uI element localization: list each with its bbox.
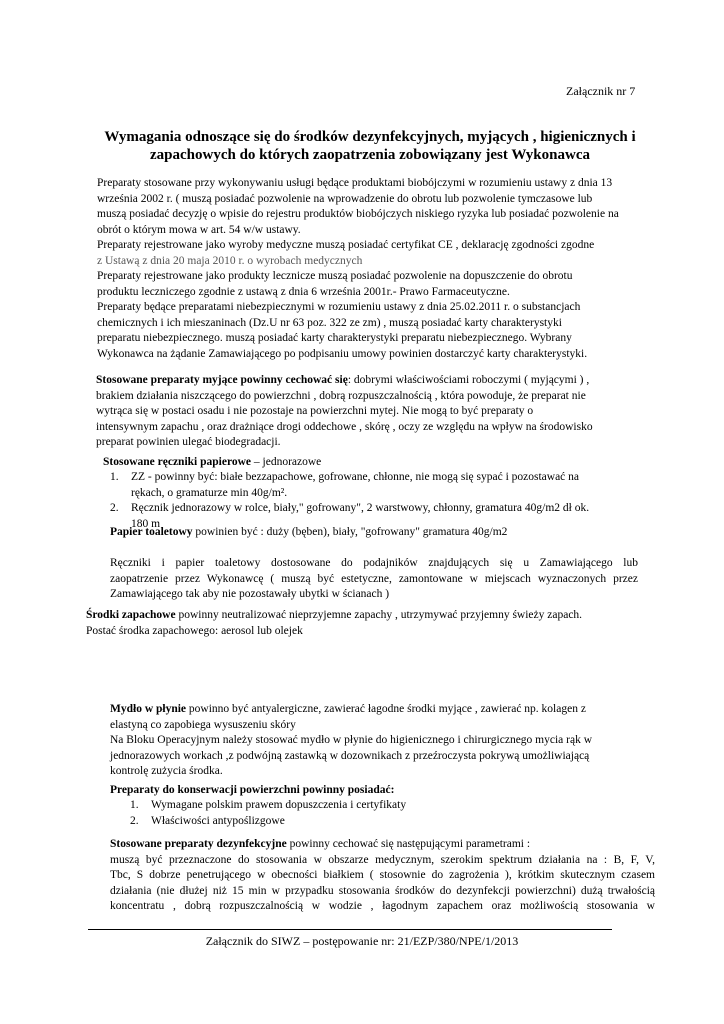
soap-line: elastyną co zapobiega wysuszeniu skóry (110, 718, 296, 731)
conservation-heading-text: Preparaty do konserwacji powierzchni powinny posiadać: (110, 784, 395, 796)
disinfect-heading: Stosowane preparaty dezynfekcyjne (110, 838, 287, 850)
disinfect-line: muszą być przeznaczone do stosowania w obszarze medycznym, szerokim spektrum działania na : B, F, V, (110, 853, 655, 866)
washing-line: brakiem działania niszczącego do powierzchni , dobrą rozpuszczalnością , która powoduje, że preparat nie (96, 389, 586, 402)
intro-line: chemicznych i ich mieszaninach (Dz.U nr 63 poz. 322 ze zm) , muszą posiadać karty charakterystyki (97, 316, 562, 329)
toilet-paper-heading: Papier toaletowy (110, 526, 193, 538)
list-item-text: ZZ - powinny być: białe bezzapachowe, gofrowane, chłonne, nie mogą się sypać i pozostawać na (131, 471, 580, 483)
intro-line: Preparaty rejestrowane jako produkty lecznicze muszą posiadać pozwolenie na dopuszczenie do obrotu (97, 270, 573, 282)
dispensers-paragraph (110, 556, 638, 603)
list-item-text: rękach, o gramaturze min 40g/m². (131, 486, 288, 499)
fragrance-line-rest: powinny neutralizować nieprzyjemne zapachy , utrzymywać przyjemny świeży zapach. (175, 609, 583, 621)
soap-section (110, 702, 592, 780)
towels-heading-line (103, 455, 321, 471)
intro-line: Preparaty rejestrowane jako wyroby medyczne muszą posiadać certyfikat CE , deklarację zgodności zgodne (97, 239, 595, 251)
list-item-number: 2. (130, 814, 139, 827)
list-item (110, 501, 640, 517)
disinfect-line (110, 837, 655, 853)
soap-line: Na Bloku Operacyjnym należy stosować mydło w płynie do higienicznego i chirurgicznego mycia rąk w (110, 734, 593, 746)
title-line-1: Wymagania odnoszące się do środków dezynfekcyjnych, myjących , higienicznych i (104, 129, 636, 145)
intro-line: Preparaty będące preparatami niebezpiecznymi w rozumieniu ustawy z dnia 25.02.2011 r. o substancjach (97, 301, 581, 313)
document-title (90, 128, 650, 164)
washing-section (96, 373, 593, 451)
soap-line (110, 702, 592, 718)
intro-section (97, 176, 657, 362)
fragrance-section (86, 608, 582, 639)
towels-heading-rest: – jednorazowe (251, 456, 322, 468)
annex-label: Załącznik nr 7 (566, 84, 636, 98)
towels-heading: Stosowane ręczniki papierowe (103, 456, 252, 468)
fragrance-line: Postać środka zapachowego: aerosol lub olejek (86, 624, 303, 637)
washing-line (96, 373, 593, 389)
list-item-number: 1. (110, 471, 119, 483)
list-item (130, 798, 530, 814)
footer-divider (88, 929, 612, 930)
list-item-continuation (110, 486, 640, 502)
washing-heading: Stosowane preparaty myjące powinny cechować się (96, 374, 348, 386)
soap-heading: Mydło w płynie (110, 703, 187, 715)
conservation-list (130, 798, 530, 829)
list-item-text: 180 m (131, 517, 161, 530)
towels-list (110, 470, 640, 532)
disinfect-line: działania (nie dłużej niż 15 min w przypadku stosowania środków do dezynfekcji powierzchni) dużą trwałością (110, 884, 655, 897)
washing-line: intensywnym zapachu , oraz drażniące drogi oddechowe , skórę , oczy ze względu na wpływ na środowisko (96, 420, 593, 433)
list-item (110, 470, 640, 486)
soap-line: jednorazowych workach ,z podwójną zastawką w dozownikach z przeźroczysta pokrywą umożliwiającą (110, 749, 590, 762)
intro-line: Preparaty stosowane przy wykonywaniu usługi będące produktami biobójczymi w rozumieniu ustawy z dnia 13 (97, 177, 613, 189)
washing-line-rest: : dobrymi właściwościami roboczymi ( myjącymi ) , (347, 374, 590, 386)
intro-line: obrót o którym mowa w art. 54 w/w ustawy. (97, 223, 301, 236)
intro-line: produktu leczniczego zgodnie z ustawą z dnia 6 września 2001r.- Prawo Farmaceutyczne. (97, 285, 510, 298)
list-item-number: 2. (110, 502, 119, 514)
disinfect-section (110, 837, 655, 915)
fragrance-line (86, 608, 582, 624)
conservation-heading (110, 783, 394, 799)
title-line-2: zapachowych do których zaopatrzenia zobowiązany jest Wykonawca (150, 147, 590, 163)
list-item (130, 814, 530, 830)
intro-line: Wykonawca na żądanie Zamawiającego po podpisaniu umowy powinien dostarczyć karty charakterystyki. (97, 347, 588, 360)
list-item-text: Wymagane polskim prawem dopuszczenia i certyfikaty (151, 799, 407, 811)
dispensers-line: zaopatrzenie przez Wykonawcę ( muszą być estetyczne, zamontowane w miejscach wyznaczonych przez (110, 572, 638, 585)
intro-line: muszą posiadać decyzję o wpisie do rejestru produktów biobójczych niskiego ryzyka lub posiadać pozwolenie na (97, 208, 619, 220)
dispensers-line: Zamawiającego tak aby nie pozostawały ubytki w ścianach ) (110, 588, 390, 600)
soap-line: kontrolę zużycia środka. (110, 765, 223, 777)
toilet-paper-rest: powinien być : duży (bęben), biały, "gofrowany" gramatura 40g/m2 (192, 526, 508, 538)
disinfect-line: koncentratu , dobrą rozpuszczalnością w wodzie , łagodnym zapachem oraz możliwością stosowania w (110, 900, 655, 912)
washing-line: wytrąca się w postaci osadu i nie pozostaje na powierzchni mytej. Nie mogą to być preparaty o (96, 405, 534, 417)
disinfect-line-rest: powinny cechować się następującymi parametrami : (286, 838, 531, 850)
list-item-number: 1. (130, 799, 139, 811)
soap-line-rest: powinno być antyalergiczne, zawierać łagodne środki myjące , zawierać np. kolagen z (186, 703, 586, 715)
intro-line: preparatu niebezpiecznego. muszą posiadać karty charakterystyki preparatu niebezpiecznego. Wybrany (97, 332, 572, 344)
list-item-text: Właściwości antypoślizgowe (151, 814, 285, 827)
intro-line: września 2002 r. ( muszą posiadać pozwolenie na wprowadzenie do obrotu lub pozwolenie tymczasowe lub (97, 192, 593, 205)
list-item-text: Ręcznik jednorazowy w rolce, biały," gofrowany", 2 warstwowy, chłonny, gramatura 40g/m2 dł ok. (131, 502, 590, 514)
toilet-paper-line (110, 525, 507, 541)
disinfect-line: Tbc, S dobrze penetrującego w obecności białkiem ( stosownie do zagrożenia ), krótkim skutecznym czasem (110, 869, 655, 881)
dispensers-line: Ręczniki i papier toaletowy dostosowane do podajników znajdujących się u Zamawiającego lub (110, 557, 638, 569)
intro-line: z Ustawą z dnia 20 maja 2010 r. o wyrobach medycznych (97, 254, 363, 267)
page-footer: Załącznik do SIWZ – postępowanie nr: 21/EZP/380/NPE/1/2013 (205, 934, 519, 948)
fragrance-heading: Środki zapachowe (86, 609, 176, 621)
washing-line: preparat powinien ulegać biodegradacji. (96, 436, 281, 448)
